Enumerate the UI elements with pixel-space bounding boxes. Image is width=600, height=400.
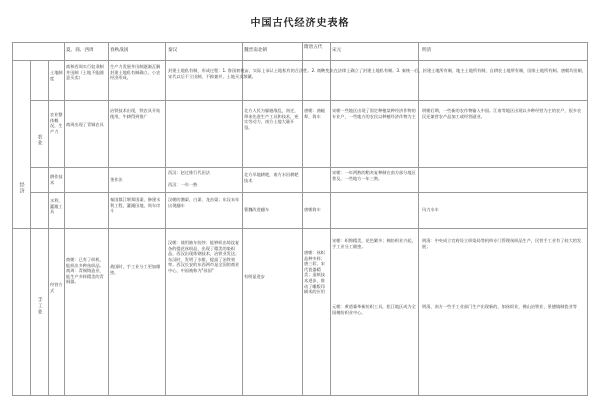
col-line xyxy=(48,60,49,396)
cell-craft-ming-qing-a: 明清：中央成立官府设立织染局等机构专门管理丝织品生产，民营手工业有了较大的发展； xyxy=(422,238,582,249)
cell-land-qin-onward: 封建土地私有制，形成过程：1. 鲁国初税亩，实际上承认土地私有的合法性。2. 商鞅变法在法律上确立了封建土地私有制。3. 秦统一后，封建土地所有制，地主土地所有制，自耕农土地所有制，国家土地所有制。唐朝均田制，宋代以后不立田制、不抑兼并，土地买卖频繁。 xyxy=(168,68,586,79)
header-ming-qing: 明清 xyxy=(422,48,432,53)
row-line xyxy=(30,167,588,168)
cell-tillage-chunqiu: 垄作法 xyxy=(110,177,123,182)
cell-craft-chunqiu: 战国时，手工业分工更加细密。 xyxy=(110,264,161,275)
cell-overview-chunqiu: 冶铁技术出现，铁农具开始使用，牛耕得到推广 xyxy=(110,108,161,119)
cell-craft-xia-zhou: 商朝：已有了织机，能织出多种丝织品。商周：青铜铸造业，能生产多样精美的青铜器。 xyxy=(66,257,104,285)
cell-overview-sui-tang: 唐朝：曲辕犁，筒车 xyxy=(304,108,325,119)
row-line xyxy=(30,192,588,193)
cell-tillage-qin-han-a: 西汉：赵过推行代田法 xyxy=(168,170,210,175)
col-line xyxy=(12,42,13,396)
section-agriculture: 农业 xyxy=(36,134,43,146)
cell-irrigation-qin-han: 汉朝的漕渠、白渠、龙首渠；东汉末年出现翻车 xyxy=(168,197,240,208)
cell-overview-wei-jin: 北方人民为躲避战乱，南迁，带来先进生产工具和技术，充实劳动力，南方土地大量开垦。 xyxy=(244,108,299,130)
cell-overview-song-yuan: 宋朝一些地区出现了固定种植某种经济作物的专业户，一些地方的农民以种植经济作物为主 xyxy=(332,108,416,119)
cell-tillage-song-yuan: 宋朝：一年两熟的稻麦复种制在南方部分地区普及，一些地方一年三熟。 xyxy=(332,170,416,181)
row-line xyxy=(12,60,588,61)
header-chunqiu-zhanguo: 春秋战国 xyxy=(110,48,129,53)
col-line xyxy=(64,42,65,396)
cell-irrigation-chunqiu: 秦国都江堰郑国渠，修建水利工程，灌溉田地，筒车戽斗 xyxy=(110,197,161,214)
section-handicraft: 手工业 xyxy=(36,297,43,315)
cell-tillage-wei-jin: 北方旱地耕耙，南方水田耕耙技术 xyxy=(244,172,299,183)
header-song-yuan: 宋元 xyxy=(332,48,342,53)
cell-overview-ming-qing: 明朝后期，一些新的农作物输入中国。江南等地区出现以多种经营为主的农户，很多农民还兼营农产品加工或经营副业。 xyxy=(422,108,582,119)
cell-craft-song-yuan-b: 元朝：黄道婆革新纺织工具，松江地区成为全国棉纺织业中心。 xyxy=(332,304,416,315)
row-label-tillage: 耕作技术 xyxy=(50,174,63,185)
row-line xyxy=(12,42,588,43)
col-line xyxy=(108,42,109,396)
cell-land-xia-zhou: 商和西周实行奴隶制井田制（土地不能随意买卖） xyxy=(66,64,104,81)
row-label-irrigation: 水利、灌溉工具 xyxy=(50,198,63,215)
cell-irrigation-ming-qing: 风力水车 xyxy=(422,207,439,212)
row-label-management: 经营方式 xyxy=(50,282,63,293)
section-economy: 经济 xyxy=(18,182,25,194)
row-line xyxy=(30,100,588,101)
cell-craft-qin-han: 汉朝：使用抽车纺纱；能够织出绮纹复杂的提花丝织品，出现了精美的染织品。西汉出现炼钢技术，冶铁业发达；东汉时，发明了水排，提高了冶铁效率。西汉长安的东西两市是全国的商业中心，中国被称为"丝国" xyxy=(168,240,240,273)
header-xia-shang-zhou: 夏、商、西周 xyxy=(66,48,94,53)
cell-tillage-qin-han-b: 西汉：一年一熟 xyxy=(168,182,198,187)
row-line xyxy=(12,395,588,396)
economic-history-table xyxy=(12,42,588,396)
col-line xyxy=(165,42,166,396)
cell-irrigation-sui-tang: 唐朝筒车 xyxy=(304,207,321,212)
cell-craft-ming-qing-b: 明清，南方一些手工业部门生产出现新的，如丝织业，佛山冶铁业，景德镇制瓷业等 xyxy=(422,304,577,309)
header-sui-tang-wudai: 隋唐五代 xyxy=(304,45,323,50)
row-label-agri-overview: 农业整体概况，生产力 xyxy=(50,112,63,134)
col-line xyxy=(30,60,31,396)
cell-irrigation-wei-jin: 曹魏改进翻车 xyxy=(244,207,270,212)
header-qin-han: 秦汉 xyxy=(168,48,178,53)
row-label-land-system: 土地制度 xyxy=(50,70,63,81)
cell-craft-wei-jin: 有明显进步 xyxy=(244,274,265,279)
row-line xyxy=(12,228,588,229)
page-title: 中国古代经济史表格 xyxy=(250,18,350,29)
cell-land-chunqiu: 生产力发展井田制逐渐瓦解封建土地私有制确立。小农经济形成。 xyxy=(110,64,161,81)
header-wei-jin-nanbeichao: 魏晋南北朝 xyxy=(244,48,267,53)
cell-craft-sui-tang: 唐朝：丝织品种多样；唐三彩，宋代瓷器精美；造纸技术进步，推动了雕版印刷术的应用 xyxy=(304,250,325,295)
cell-overview-xia-zhou: 商周出现了青铜农具 xyxy=(66,122,104,127)
col-line xyxy=(587,42,588,396)
cell-craft-song-yuan-a: 宋朝：织锦精美，花色繁多；棉纺织业兴起，手工业分工细密。 xyxy=(332,238,416,249)
